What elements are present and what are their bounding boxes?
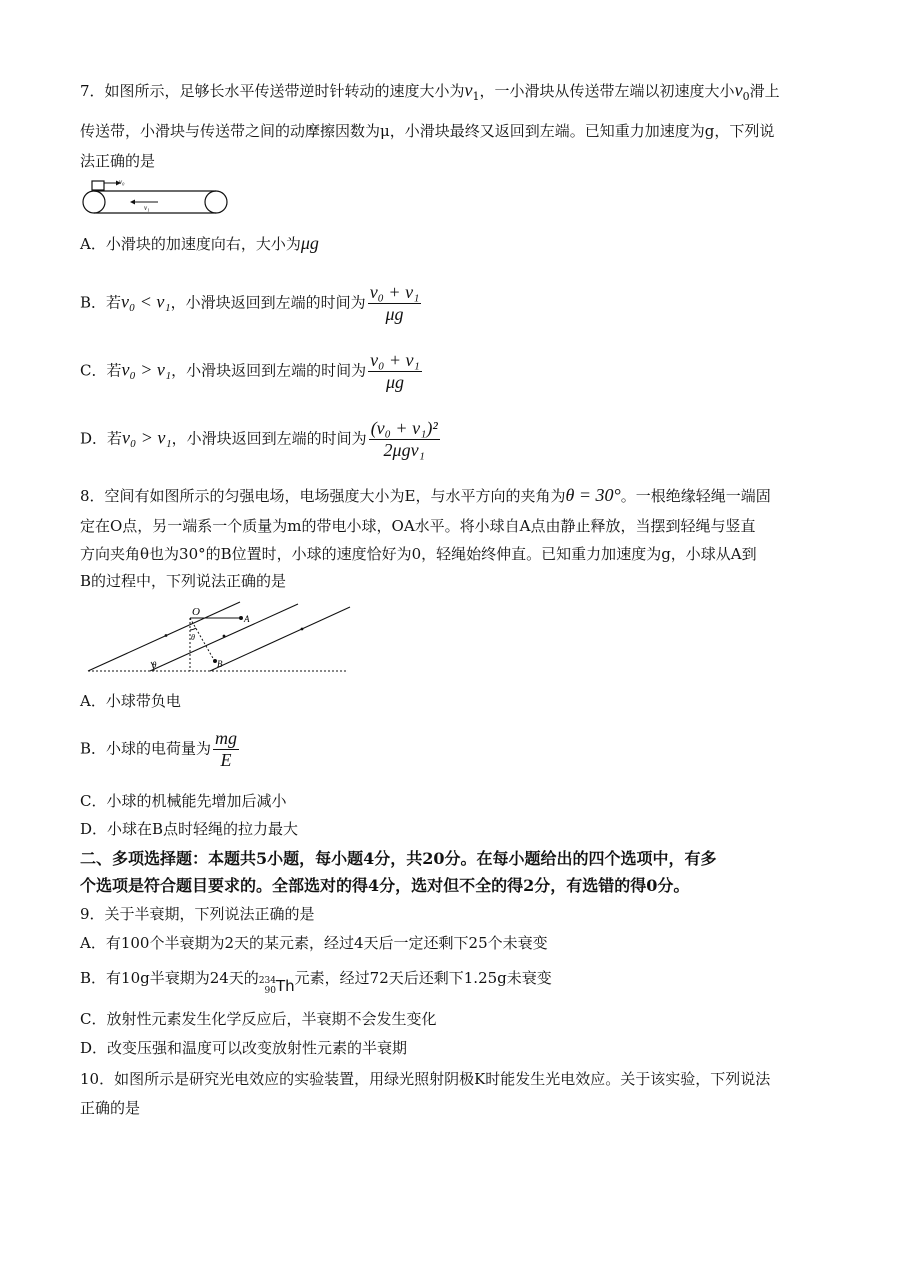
q9-option-a: A．有100个半衰期为2天的某元素，经过4天后一定还剩下25个未衰变 [80,934,548,952]
q7-option-b-cond: v₀ < v₁ [121,291,171,312]
q8-option-b-pre: B．小球的电荷量为 [80,739,212,758]
q10-stem-line1: 10．如图所示是研究光电效应的实验装置，用绿光照射阴极K时能发生光电效应。关于该实验，下列说法 [80,1070,771,1088]
q7-option-d-mid: ，小滑块返回到左端的时间为 [171,429,367,448]
q8-field-diagram [80,600,365,678]
q8-stem-text-b: 。一根绝缘轻绳一端固 [620,487,771,505]
q7-option-d-num: (v₀ + v₁)² [370,418,438,438]
q8-option-b-den: E [213,749,239,771]
q8-stem-text-a: 8．空间有如图所示的匀强电场，电场强度大小为E，与水平方向的夹角为 [80,487,566,505]
ball-at-a [239,616,243,620]
thorium-nuclide [259,976,295,996]
q8-stem-line4: B的过程中，下列说法正确的是 [80,572,287,590]
q7-option-c-fraction [368,350,422,393]
q7-stem-line1 [80,80,780,103]
q7-option-b-mid: ，小滑块返回到左端的时间为 [170,293,366,312]
q9-option-b [80,967,552,996]
q8-option-a: A．小球带负电 [80,692,181,710]
q8-stem-theta: θ = 30° [565,485,621,505]
slider-block [92,181,104,190]
q9-option-b-post: 元素，经过72天后还剩下1.25g未衰变 [294,969,552,987]
q7-option-b-num: v₀ + v₁ [369,282,420,302]
q8-stem-line3: 方向夹角θ也为30°的B位置时，小球的速度恰好为0，轻绳始终伸直。已知重力加速度为g，小球从A到 [80,545,757,563]
q10-stem-line2: 正确的是 [80,1099,141,1117]
q7-option-c-mid: ，小滑块返回到左端的时间为 [171,361,367,380]
q7-option-c-cond: v₀ > v₁ [121,359,172,380]
q7-stem-text-c: 滑上 [749,82,780,100]
fig-theta-ground: θ [152,660,157,670]
right-pulley [205,191,227,213]
q7-option-d [80,418,442,461]
nuclide-mass-number: 234 [258,976,276,986]
fig-v0-label: v₀ [119,178,125,186]
q8-stem-line2: 定在O点，另一端系一个质量为m的带电小球，OA水平。将小球自A点由静止释放，当摆到轻绳与竖直 [80,517,756,535]
nuclide-symbol: Th [276,977,295,995]
fig-theta-pivot: θ [191,633,195,642]
q8-option-b-num: mg [215,728,238,748]
q8-option-d: D．小球在B点时轻绳的拉力最大 [80,820,299,838]
pivot-angle-arc [190,628,196,630]
q7-v0-sub: 0 [742,90,750,103]
section2-heading-line1: 二、多项选择题：本题共5小题，每小题4分，共20分。在每小题给出的四个选项中，有多 [80,849,717,868]
q7-v1-sub: 1 [472,90,480,103]
q7-option-d-den: 2μgv₁ [369,439,440,461]
q8-option-c: C．小球的机械能先增加后减小 [80,792,287,810]
q9-stem: 9．关于半衰期，下列说法正确的是 [80,905,315,923]
left-pulley [83,191,105,213]
q9-option-d: D．改变压强和温度可以改变放射性元素的半衰期 [80,1039,408,1057]
q9-option-c: C．放射性元素发生化学反应后，半衰期不会发生变化 [80,1010,437,1028]
q7-option-c-num: v₀ + v₁ [370,350,420,370]
q8-stem-line1 [80,485,771,506]
q7-option-d-fraction [369,418,440,461]
q7-v1: v [464,80,473,100]
q7-option-a [80,233,319,254]
fig-b-label: B [217,659,223,669]
q7-option-c [80,350,424,393]
q7-stem-text-a: 7．如图所示，足够长水平传送带逆时针转动的速度大小为 [80,82,465,100]
q7-option-b-pre: B．若 [80,293,122,312]
section2-heading-line2: 个选项是符合题目要求的。全部选对的得4分，选对但不全的得2分，有选错的得0分。 [80,876,690,895]
q7-option-b-fraction [368,282,422,325]
nuclide-atomic-number: 90 [264,986,276,996]
q7-option-b [80,282,423,325]
q7-option-d-cond: v₀ > v₁ [122,427,172,448]
q7-stem-line2: 传送带，小滑块与传送带之间的动摩擦因数为μ，小滑块最终又返回到左端。已知重力加速度为g，下列说 [80,122,775,140]
q7-option-b-den: μg [368,303,422,325]
q7-option-c-pre: C．若 [80,361,122,380]
fig-o-label: O [192,606,200,618]
fig-v1-label: v₁ [144,204,150,212]
fig-a-label: A [244,614,250,624]
q8-option-b-fraction [213,728,239,771]
q7-option-c-den: μg [368,371,422,393]
q7-option-d-pre: D．若 [80,429,123,448]
q7-v0: v [734,80,743,100]
q7-stem-line3: 法正确的是 [80,152,156,170]
q7-conveyor-diagram [80,175,230,220]
q7-option-a-text: A．小滑块的加速度向右，大小为 [80,235,301,253]
q7-option-a-math: μg [300,233,319,253]
q8-option-b [80,728,241,771]
q9-option-b-pre: B．有10g半衰期为24天的 [80,969,259,987]
q7-stem-text-b: ，一小滑块从传送带左端以初速度大小 [479,82,735,100]
